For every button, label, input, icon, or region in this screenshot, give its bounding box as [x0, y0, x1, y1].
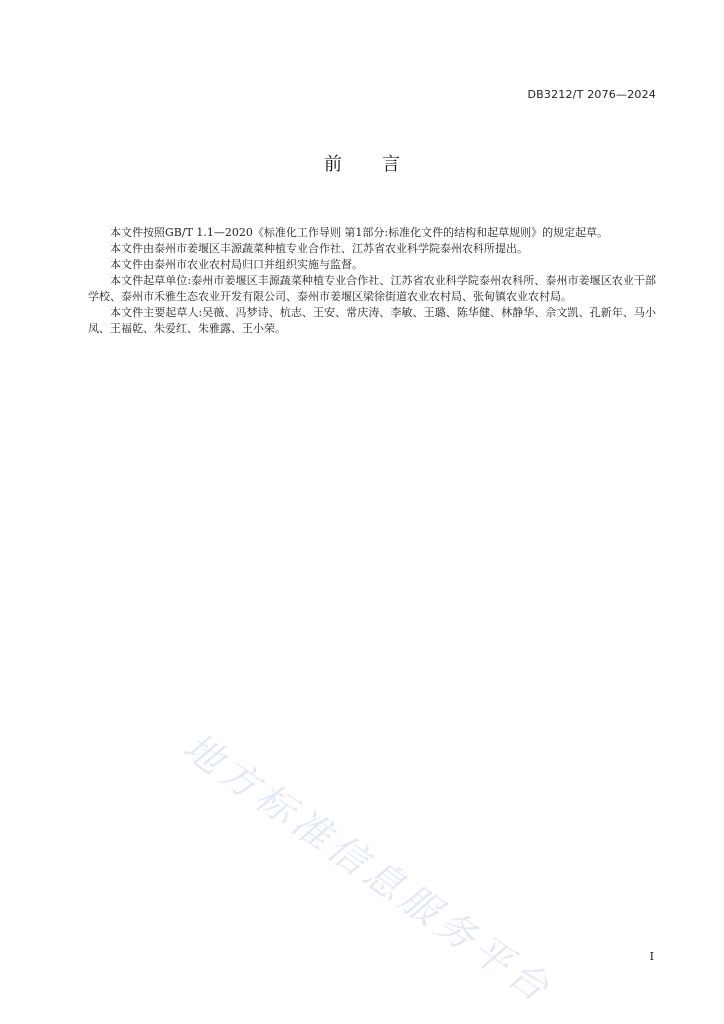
paragraph-main-drafters: 本文件主要起草人:吴薇、冯梦诗、杭志、王安、常庆涛、李敏、王璐、陈华健、林静华、佘文凯、孔新年、马小凤、王福乾、朱爱红、朱雅露、王小荣。 [88, 306, 656, 335]
paragraph-drafting-basis: 本文件按照GB/T 1.1—2020《标准化工作导则 第1部分:标准化文件的结构和起草规则》的规定起草。 [110, 226, 609, 239]
paragraph-administrator: 本文件由泰州市农业农村局归口并组织实施与监督。 [110, 258, 363, 271]
title-char-2: 言 [382, 154, 400, 175]
watermark: 地方标准信息服务平台 [175, 724, 562, 1013]
paragraph-drafting-units: 本文件起草单位:泰州市姜堰区丰源蔬菜种植专业合作社、江苏省农业科学院泰州农科所、泰州市姜堰区农业干部学校、泰州市禾雅生态农业开发有限公司、泰州市姜堰区梁徐街道农业农村局、张甸镇农业农村局。 [88, 274, 656, 303]
document-code: DB3212/T 2076—2024 [527, 88, 656, 101]
page-title [0, 150, 724, 176]
title-char-1: 前 [324, 154, 342, 175]
page-number: I [649, 950, 654, 963]
paragraph-proposer: 本文件由泰州市姜堰区丰源蔬菜种植专业合作社、江苏省农业科学院泰州农科所提出。 [110, 242, 528, 255]
foreword-body [88, 225, 656, 337]
